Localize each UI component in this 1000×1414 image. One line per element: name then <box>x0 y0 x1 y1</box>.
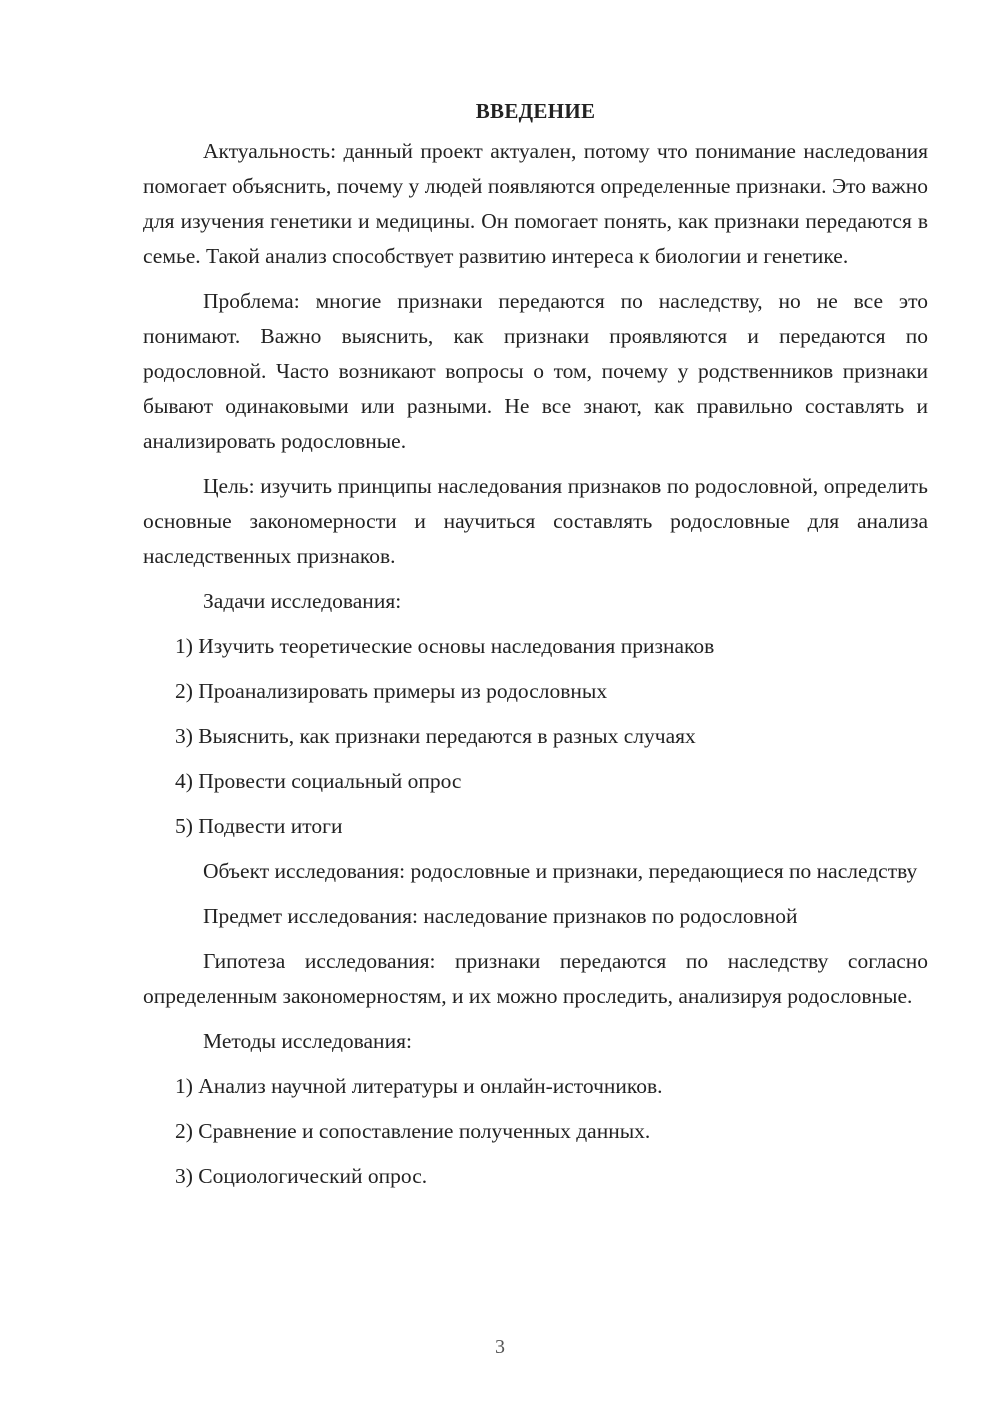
list-item: 5) Подвести итоги <box>175 814 343 838</box>
hypothesis-paragraph: Гипотеза исследования: признаки передаются по наследству согласно определенным закономерностям, и их можно проследить, анализируя родословные. <box>143 949 928 1008</box>
methods-label: Методы исследования: <box>203 1029 412 1053</box>
page-title: ВВЕДЕНИЕ <box>475 99 596 123</box>
relevance-paragraph: Актуальность: данный проект актуален, потому что понимание наследования помогает объяснить, почему у людей появляются определенные признаки. Это важно для изучения генетики и медицины. Он помогает понять, как признаки передаются в семье. Такой анализ способствует развитию интереса к биологии и генетике. <box>143 139 928 268</box>
object-paragraph: Объект исследования: родословные и признаки, передающиеся по наследству <box>203 859 918 883</box>
methods-list <box>143 1069 928 1194</box>
tasks-label: Задачи исследования: <box>203 589 402 613</box>
list-item: 4) Провести социальный опрос <box>175 769 462 793</box>
goal-paragraph: Цель: изучить принципы наследования признаков по родословной, определить основные закономерности и научиться составлять родословные для анализа наследственных признаков. <box>143 474 928 568</box>
list-item: 1) Анализ научной литературы и онлайн-источников. <box>175 1074 663 1098</box>
list-item: 2) Проанализировать примеры из родословных <box>175 679 608 703</box>
subject-paragraph: Предмет исследования: наследование признаков по родословной <box>203 904 798 928</box>
document-page <box>143 96 928 1204</box>
page-number: 3 <box>495 1336 505 1358</box>
list-item: 3) Выяснить, как признаки передаются в разных случаях <box>175 724 696 748</box>
list-item: 1) Изучить теоретические основы наследования признаков <box>175 634 715 658</box>
list-item: 2) Сравнение и сопоставление полученных данных. <box>175 1119 651 1143</box>
list-item: 3) Социологический опрос. <box>175 1164 428 1188</box>
problem-paragraph: Проблема: многие признаки передаются по наследству, но не все это понимают. Важно выяснить, как признаки проявляются и передаются по родословной. Часто возникают вопросы о том, почему у родственников признаки бывают одинаковыми или разными. Не все знают, как правильно составлять и анализировать родословные. <box>143 289 928 453</box>
tasks-list <box>143 629 928 844</box>
